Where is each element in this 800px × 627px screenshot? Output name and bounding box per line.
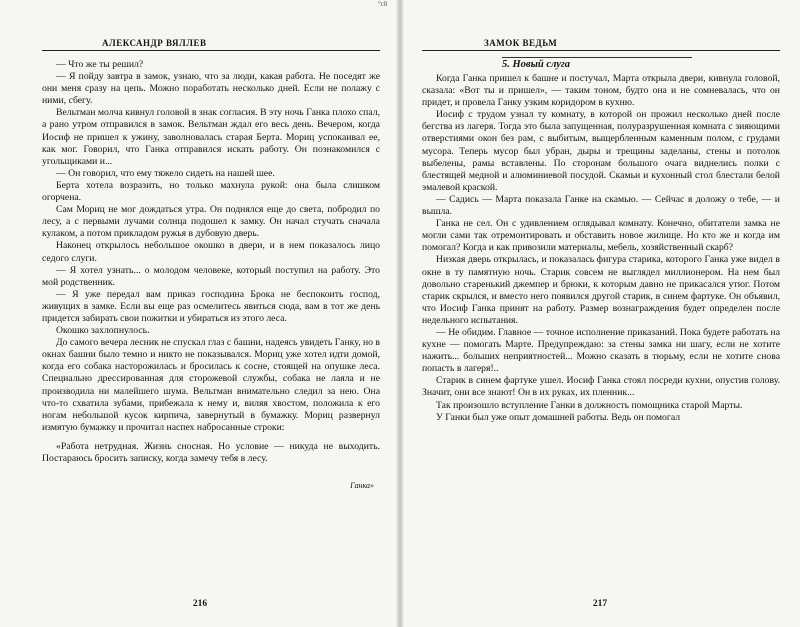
paragraph: — Я хотел узнать... о молодом человеке, который поступил на работу. Это мой родственник. bbox=[42, 264, 380, 288]
page-number-right: 217 bbox=[592, 599, 608, 609]
paragraph: Берта хотела возразить, но только махнула рукой: она была слишком огорчена. bbox=[42, 179, 380, 204]
paragraph: — Он говорил, что ему тяжело сидеть на нашей шее. bbox=[56, 167, 275, 179]
left-page-text bbox=[42, 59, 380, 490]
paragraph: Наконец открылось небольшое окошко в двери, и в нем показалось лицо седого слуги. bbox=[42, 240, 380, 264]
paragraph: — Садись — Марта показала Ганке на скамью. — Сейчас я доложу о тебе, — и вышла. bbox=[422, 193, 780, 218]
paragraph: Сам Мориц не мог дождаться утра. Он поднялся еще до света, побродил по лесу, а с первыми лучами солнца подошел к замку. Он начал стучать сначала кулаком, а потом прикладом ружья в дубовую дверь. bbox=[42, 204, 380, 240]
note-signature: Ганка» bbox=[350, 481, 374, 491]
paragraph: Ганка не сел. Он с удивлением оглядывал комнату. Конечно, обитатели замка не могли сами так отремонтировать и обставить новое жилище. Но кто же и когда им помогал? Когда и как привозили материалы, мебель, хозяйственный скарб? bbox=[422, 218, 780, 254]
paragraph: Вельтман молча кивнул головой в знак согласия. В эту ночь Ганка плохо спал, а рано утром отправился в замок. Вельтман ждал его весь день. Вечером, когда Иосиф не пришел к ужину, заволновалась старая Берта. Мориц успокаивал ее, как мог. Говорил, что Ганка отправился искать работу. Он познакомился с угольщиками и... bbox=[42, 107, 380, 167]
paragraph: — Я уже передал вам приказ господина Брока не беспокоить господ, живущих в замке. Если вы еще раз осмелитесь явиться сюда, вам в тот же день придется забирать свои пожитки и убираться из этого леса. bbox=[42, 288, 380, 324]
paragraph: — Что же ты решил? bbox=[56, 59, 144, 70]
paragraph: Иосиф с трудом узнал ту комнату, в которой он прожил несколько дней после бегства из лагеря. Тогда это была запущенная, полуразрушенная комната с зияющими отверстиями окон без рам, с выбитым, выщербленным каменным полом, с грудами мусора. Теперь мусор был убран, дыры и трещины заделаны, стены и потолок выбелены, рамы вставлены. По сторонам большого очага виднелись полки с блестящей медной и алюминиевой посудой. Скамьи и кухонный стол блестали белой эмалевой краской. bbox=[422, 109, 780, 193]
left-running-header: АЛЕКСАНДР ВЯЛЛЕВ bbox=[42, 38, 380, 51]
paragraph: — Я пойду завтра в замок, узнаю, что за люди, какая работа. Не поседят же они меня сразу на цепь. Можно поработать несколько дней. Если не полажу с ними, сбегу. bbox=[42, 71, 380, 107]
chapter-title: 5. Новый слуга bbox=[502, 57, 692, 70]
paragraph: — Не обидим. Главное — точное исполнение приказаний. Пока будете работать на кухне — помогать Марте. Предупреждаю: за стены замка ни шагу, если не хотите нажить... больших неприятностей... Можно сказать в тюрьму, если не хотите снова попасть в лагеря!.. bbox=[422, 326, 780, 375]
paragraph: Когда Ганка пришел к башне и постучал, Марта открыла двери, кивнула головой, сказала: «Вот ты и пришел», — таким тоном, будто она и не сомневалась, что он придет, и провела Ганку узким коридором в кухню. bbox=[422, 73, 780, 109]
paragraph: Так произошло вступление Ганки в должность помощника старой Марты. bbox=[436, 399, 743, 411]
note-paragraph: «Работа нетрудная. Жизнь сносная. Но условие — никуда не выходить. Постараюсь бросить записку, когда замечу тебя в лесу. bbox=[42, 440, 380, 464]
paragraph: Старик в синем фартуке ушел. Иосиф Ганка стоял посреди кухни, опустив голову. Значит, они все знают! Он в их руках, их пленник... bbox=[422, 375, 780, 399]
paragraph: Низкая дверь открылась, и показалась фигура старика, которого Ганка уже видел в окне в ту памятную ночь. Старик совсем не выглядел миллионером. На нем был довольно старенький джемпер и брюки, к которым давно не прикасался утюг. Потом старик скрылся, и вместо него появился другой старик, в синем фартуке. Он объявил, что Иосиф Ганка принят на работу. Размер вознаграждения будет определен после недельного испытания. bbox=[422, 254, 780, 326]
page-number-left: 216 bbox=[192, 599, 208, 609]
right-page-text bbox=[422, 73, 780, 424]
paragraph: Окошко захлопнулось. bbox=[56, 325, 150, 337]
paragraph: У Ганки был уже опыт домашней работы. Ведь он помогал bbox=[436, 411, 681, 423]
paragraph: До самого вечера лесник не спускал глаз с башни, надеясь увидеть Ганку, но в окнах башни было темно и никто не показывался. Мориц уже хотел идти домой, когда его собака насторожилась и бросилась к сосне, стоящей на опушке леса. Специально дрессированная для сторожевой службы, собака не лаяла и не производила ни малейшего шума. Вельтман внимательно следил за нею. Она что-то схватила зубами, прибежала к нему и, виляя хвостом, положила к его ногам небольшой кусок кирпича, завернутый в бумажку. Мориц развернул измятую бумажку и прочитал наспех набросанные строки: bbox=[42, 337, 380, 433]
top-mark: °c8 bbox=[378, 0, 388, 8]
right-page bbox=[400, 0, 800, 627]
right-running-header: ЗАМОК ВЕДЬМ bbox=[422, 38, 780, 51]
